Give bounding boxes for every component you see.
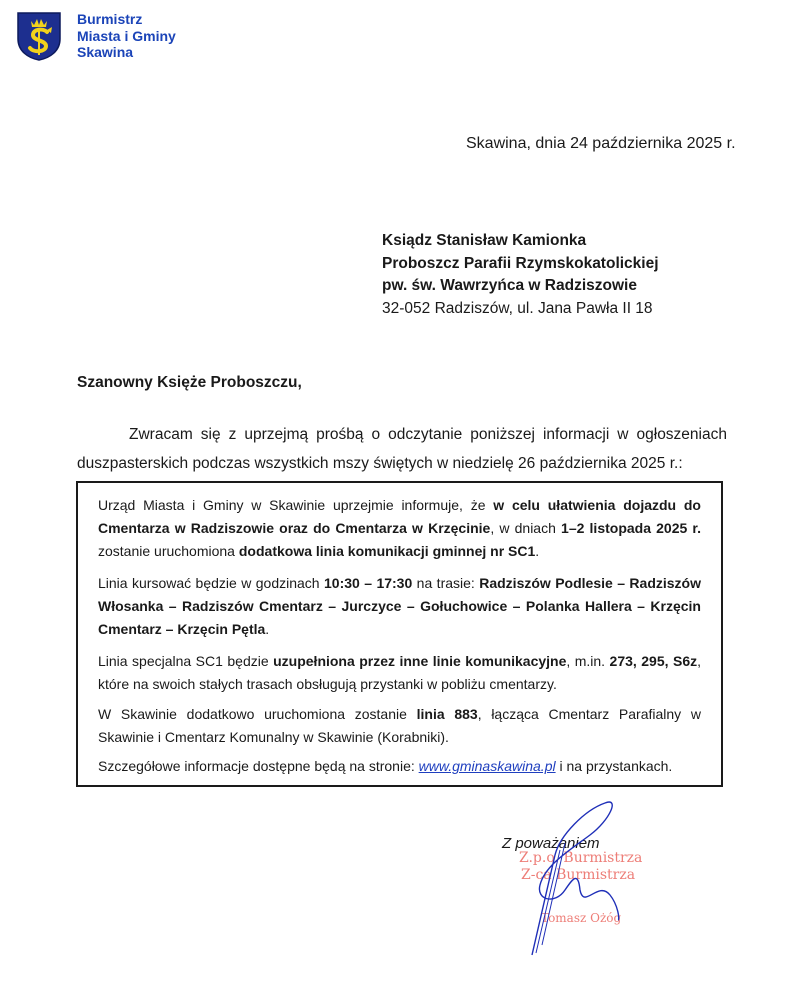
notice-paragraph-3	[98, 650, 701, 696]
text: Linia kursować będzie w godzinach	[98, 575, 325, 591]
addressee-parish: pw. św. Wawrzyńca w Radziszowie	[382, 277, 637, 294]
text: Szczegółowe informacje dostępne będą na stronie:	[98, 758, 419, 774]
text: , łącząca Cmentarz Parafialny w Skawinie i Cmentarz Komunalny w Skawinie (Korabniki).	[98, 706, 701, 745]
bold-text: uzupełniona przez inne linie komunikacyjne	[273, 653, 567, 669]
issuer-name	[77, 11, 176, 61]
text: na trasie:	[412, 575, 480, 591]
text: .	[535, 543, 540, 559]
bold-lines: 273, 295, S6z	[609, 653, 698, 669]
notice-paragraph-1	[98, 494, 701, 563]
text: Urząd Miasta i Gminy w Skawinie uprzejmie informuje, że	[98, 497, 494, 513]
text: Linia specjalna SC1 będzie	[98, 653, 274, 669]
stamp-line: Z.p.o. Burmistrza	[519, 850, 643, 866]
stamp-line: Z-ca Burmistrza	[521, 867, 636, 883]
stamp-name: Tomasz Ożóg	[541, 911, 622, 925]
notice-paragraph-4	[98, 703, 701, 749]
bold-text: w celu ułatwienia dojazdu do Cmentarza w Radziszowie oraz do Cmentarza w Krzęcinie	[98, 497, 701, 536]
issuer-line: Burmistrz	[77, 11, 143, 27]
bold-route: Radziszów Podlesie – Radziszów Włosanka – Radziszów Cmentarz – Jurczyce – Gołuchowice – Polanka Hallera – Krzęcin Cmentarz – Krzęcin Pętla	[98, 575, 701, 637]
text: .	[265, 621, 270, 637]
date-line: Skawina, dnia 24 października 2025 r.	[466, 135, 736, 152]
addressee-title: Proboszcz Parafii Rzymskokatolickiej	[382, 254, 659, 272]
intro-text: Zwracam się z uprzejmą prośbą o odczytanie poniższej informacji w ogłoszeniach duszpasterskich podczas wszystkich mszy świętych w niedzielę 26 października 2025 r.:	[77, 426, 727, 472]
issuer-line: Miasta i Gminy	[77, 27, 176, 44]
notice-paragraph-5	[98, 755, 701, 778]
text: , które na swoich stałych trasach obsługują przystanki w pobliżu cmentarzy.	[98, 653, 701, 692]
notice-box	[76, 481, 723, 787]
text: W Skawinie dodatkowo uruchomiona zostanie	[98, 706, 417, 722]
addressee-name: Ksiądz Stanisław Kamionka	[382, 232, 587, 249]
official-stamp	[515, 850, 642, 927]
text: , w dniach	[490, 520, 562, 536]
issuer-line: Skawina	[77, 44, 134, 60]
text: , m.in.	[566, 653, 610, 669]
skawina-coat-of-arms-icon	[16, 11, 62, 61]
bold-text: dodatkowa linia komunikacji gminnej nr SC1	[238, 543, 536, 559]
salutation: Szanowny Księże Proboszczu,	[77, 374, 302, 391]
addressee-address: 32-052 Radziszów, ul. Jana Pawła II 18	[382, 299, 653, 317]
bold-hours: 10:30 – 17:30	[324, 575, 413, 591]
bold-date: 1–2 listopada 2025 r.	[561, 520, 701, 536]
closing: Z poważaniem	[502, 835, 600, 852]
website-link[interactable]: www.gminaskawina.pl	[418, 758, 556, 774]
intro-paragraph	[77, 420, 727, 478]
text: zostanie uruchomiona	[98, 543, 239, 559]
addressee-block	[382, 230, 659, 320]
text: i na przystankach.	[555, 758, 673, 774]
notice-paragraph-2	[98, 572, 701, 641]
bold-line-number: linia 883	[416, 706, 478, 722]
